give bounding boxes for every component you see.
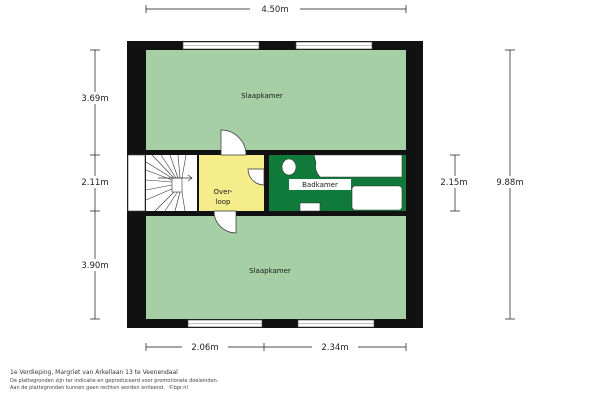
dim-total-width: 4.50m xyxy=(261,5,289,15)
footer-disclaimer-2 xyxy=(10,385,188,391)
dim-bottom-room-depth: 3.90m xyxy=(81,261,109,271)
bathtub xyxy=(314,155,402,177)
window-side-left xyxy=(128,155,145,211)
label-landing-line2: loop xyxy=(215,198,231,206)
dim-top-room-depth: 3.69m xyxy=(81,94,109,104)
label-top-bedroom: Slaapkamer xyxy=(241,92,283,100)
dim-bottom-right-width: 2.34m xyxy=(321,343,349,353)
sink xyxy=(300,203,320,211)
room-top-bedroom xyxy=(146,50,406,150)
label-landing-line1: Over- xyxy=(213,188,233,196)
shower xyxy=(352,186,402,210)
label-bathroom: Badkamer xyxy=(302,181,338,189)
inner-wall-landing-bath xyxy=(264,155,269,211)
inner-wall-stair-landing xyxy=(197,155,199,211)
footer-disclaimer-2-text: Aan de plattegronden kunnen geen rechten worden ontleend. xyxy=(10,385,165,391)
dim-total-depth: 9.88m xyxy=(496,178,524,188)
dim-middle-depth: 2.11m xyxy=(81,178,109,188)
dim-bathroom-depth: 2.15m xyxy=(440,178,468,188)
inner-wall-bottom xyxy=(146,211,406,216)
dim-bottom-left-width: 2.06m xyxy=(191,343,219,353)
footer-disclaimer-1: De plattegronden zijn ter indicatie en geproduceerd voor promotionele doeleinden. xyxy=(10,378,219,384)
room-landing xyxy=(199,155,264,211)
label-bottom-bedroom: Slaapkamer xyxy=(249,267,291,275)
footer-title: 1e Verdieping, Margriet van Arkellaan 13 te Veenendaal xyxy=(10,369,178,376)
inner-wall-top xyxy=(146,150,406,155)
toilet xyxy=(282,159,296,175)
footer-brand: ©bpr.nl xyxy=(168,385,188,391)
